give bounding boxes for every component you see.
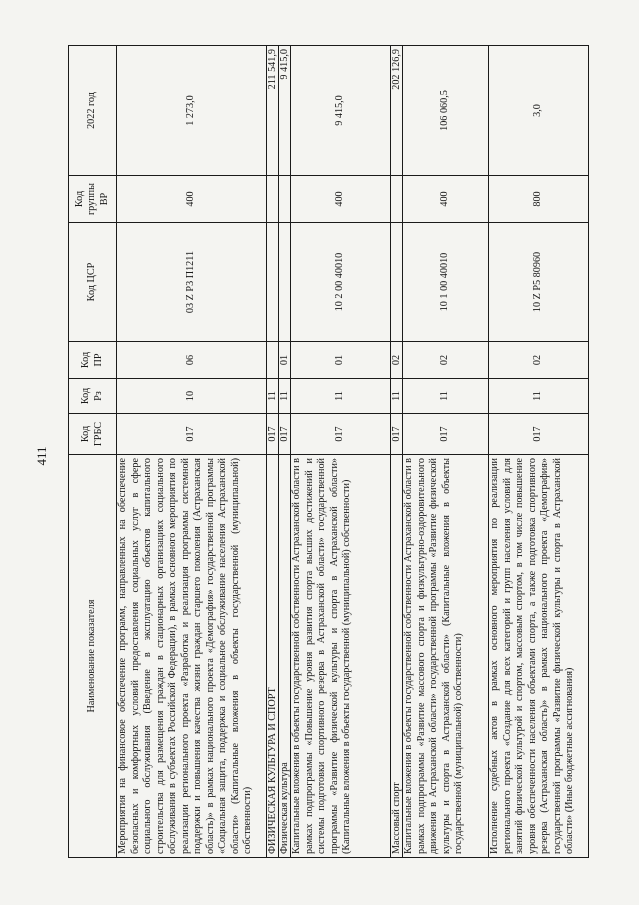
row-csr: 10 1 00 40010 <box>403 223 489 342</box>
table-header-row <box>69 46 117 858</box>
row-rz: 11 <box>279 379 291 414</box>
row-csr: 10 Z P5 80960 <box>489 223 589 342</box>
table-row <box>291 46 391 858</box>
row-vr <box>267 176 279 223</box>
header-year: 2022 год <box>69 46 117 176</box>
row-rz: 10 <box>117 379 267 414</box>
row-csr: 10 2 00 40010 <box>291 223 391 342</box>
row-rz: 11 <box>489 379 589 414</box>
row-vr: 800 <box>489 176 589 223</box>
budget-table <box>68 45 589 858</box>
row-pr: 02 <box>403 342 489 379</box>
row-vr <box>391 176 403 223</box>
row-grbs: 017 <box>291 414 391 455</box>
row-value: 211 541,9 <box>267 46 279 176</box>
row-pr: 01 <box>291 342 391 379</box>
row-rz: 11 <box>267 379 279 414</box>
row-csr <box>391 223 403 342</box>
row-value: 1 273,0 <box>117 46 267 176</box>
row-grbs: 017 <box>403 414 489 455</box>
table-row <box>117 46 267 858</box>
row-name: ФИЗИЧЕСКАЯ КУЛЬТУРА И СПОРТ <box>267 455 279 858</box>
row-name: Капитальные вложения в объекты государственной собственности Астраханской области в рамках подпрограммы «Повышение уровня развития спорта высших достижений и системы подготовки спортивного резерва в Астраханской области» государственной программы «Развитие физической культуры и спорта в Астраханской области» (Капитальные вложения в объекты государственной (муниципальной) собственности) <box>291 455 391 858</box>
table-row <box>279 46 291 858</box>
row-name: Исполнение судебных актов в рамках основного мероприятия по реализации регионального проекта «Создание для всех категорий и групп населения условий для занятий физической культурой и спортом, массовым спортом, в том числе повышение уровня обеспеченности населения объектами спорта, а также подготовка спортивного резерва (Астраханская область)» в рамках национального проекта «Демография» государственной программы «Развитие физической культуры и спорта в Астраханской области» (Иные бюджетные ассигнования) <box>489 455 589 858</box>
row-vr <box>279 176 291 223</box>
header-csr: Код ЦСР <box>69 223 117 342</box>
table-row <box>403 46 489 858</box>
page-number: 411 <box>34 446 49 466</box>
header-name: Наименование показателя <box>69 455 117 858</box>
row-value: 202 126,9 <box>391 46 403 176</box>
header-rz: Код Рз <box>69 379 117 414</box>
row-pr: 06 <box>117 342 267 379</box>
header-grbs: Код ГРБС <box>69 414 117 455</box>
row-vr: 400 <box>403 176 489 223</box>
row-grbs: 017 <box>489 414 589 455</box>
budget-table-container <box>68 46 602 858</box>
row-grbs: 017 <box>117 414 267 455</box>
row-rz: 11 <box>391 379 403 414</box>
row-grbs: 017 <box>279 414 291 455</box>
row-pr: 01 <box>279 342 291 379</box>
header-pr: Код ПР <box>69 342 117 379</box>
header-vr: Код группы ВР <box>69 176 117 223</box>
row-pr: 02 <box>489 342 589 379</box>
row-csr: 03 Z P3 П1211 <box>117 223 267 342</box>
row-vr: 400 <box>117 176 267 223</box>
table-row <box>267 46 279 858</box>
row-rz: 11 <box>403 379 489 414</box>
row-value: 3,0 <box>489 46 589 176</box>
row-value: 9 415,0 <box>291 46 391 176</box>
row-pr <box>267 342 279 379</box>
row-name: Физическая культура <box>279 455 291 858</box>
row-grbs: 017 <box>391 414 403 455</box>
row-value: 106 060,5 <box>403 46 489 176</box>
row-value: 9 415,0 <box>279 46 291 176</box>
row-csr <box>279 223 291 342</box>
row-pr: 02 <box>391 342 403 379</box>
row-vr: 400 <box>291 176 391 223</box>
row-grbs: 017 <box>267 414 279 455</box>
table-row <box>489 46 589 858</box>
row-rz: 11 <box>291 379 391 414</box>
row-name: Капитальные вложения в объекты государственной собственности Астраханской области в рамках подпрограммы «Развитие массового спорта и физкультурно-оздоровительного движения в Астраханской области» государственной программы «Развитие физической культуры и спорта в Астраханской области» (Капитальные вложения в объекты государственной (муниципальной) собственности) <box>403 455 489 858</box>
row-name: Мероприятия на финансовое обеспечение программ, направленных на обеспечение безопасных и комфортных условий предоставления социальных услуг в сфере социального обслуживания (Введение в эксплуатацию объектов капитального строительства для размещения граждан в стационарных организациях социального обслуживания в субъектах Российской Федерации), в рамках основного мероприятия по реализации регионального проекта «Разработка и реализация программы системной поддержки и повышения качества жизни граждан старшего поколения (Астраханская область)» в рамках национального проекта «Демография» государственной программы «Социальная защита, поддержка и социальное обслуживание населения Астраханской области» (Капитальные вложения в объекты государственной (муниципальной) собственности) <box>117 455 267 858</box>
row-csr <box>267 223 279 342</box>
table-row <box>391 46 403 858</box>
row-name: Массовый спорт <box>391 455 403 858</box>
